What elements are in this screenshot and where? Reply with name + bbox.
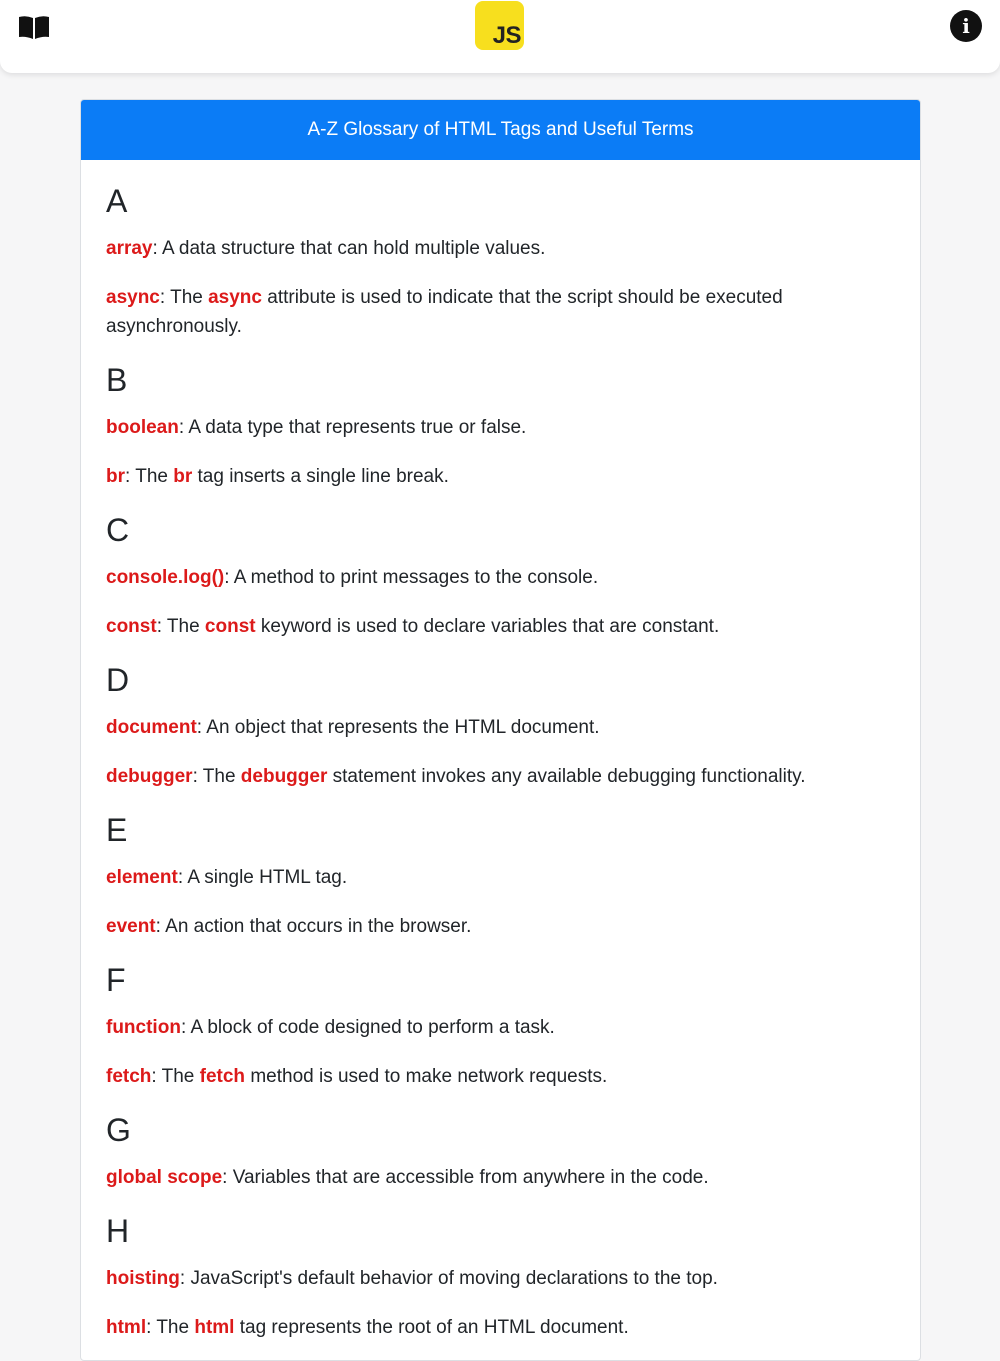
glossary-term: event <box>106 916 156 937</box>
section-letter: F <box>106 962 126 998</box>
definition-text: : A data type that represents true or false. <box>178 417 527 438</box>
definition-text: : A data structure that can hold multiple values. <box>152 238 546 259</box>
glossary-term: global scope <box>106 1167 223 1188</box>
glossary-term: html <box>106 1317 147 1338</box>
definition-text: tag represents the root of an HTML document. <box>234 1317 629 1338</box>
inline-term: async <box>208 287 262 308</box>
glossary-section-c <box>106 511 895 641</box>
glossary-section-d <box>106 661 895 791</box>
glossary-entry <box>106 863 895 892</box>
glossary-entry <box>106 762 895 791</box>
info-icon[interactable] <box>950 10 982 42</box>
definition-text: statement invokes any available debugging functionality. <box>327 766 806 787</box>
inline-term: debugger <box>240 766 328 787</box>
definition-text: : A method to print messages to the console. <box>224 567 599 588</box>
glossary-term: array <box>106 238 153 259</box>
definition-text: tag inserts a single line break. <box>192 466 449 487</box>
glossary-card <box>80 99 921 1361</box>
glossary-entry <box>106 1313 895 1342</box>
section-letter: E <box>106 812 128 848</box>
inline-term: fetch <box>199 1066 246 1087</box>
definition-text: : A single HTML tag. <box>177 867 348 888</box>
glossary-term: fetch <box>106 1066 152 1087</box>
definition-text: : An action that occurs in the browser. <box>155 916 472 937</box>
glossary-section-h <box>106 1212 895 1342</box>
section-letter: G <box>106 1112 131 1148</box>
top-bar <box>0 0 1000 73</box>
info-icon-glyph: i <box>962 14 970 38</box>
definition-text: : The <box>156 616 205 637</box>
section-letter: C <box>106 512 130 548</box>
glossary-section-f <box>106 961 895 1091</box>
glossary-term: element <box>106 867 178 888</box>
definition-text: : A block of code designed to perform a task. <box>180 1017 555 1038</box>
glossary-term: hoisting <box>106 1268 180 1289</box>
definition-text: : The <box>192 766 241 787</box>
glossary-term: document <box>106 717 197 738</box>
glossary-term: const <box>106 616 157 637</box>
glossary-section-e <box>106 811 895 941</box>
glossary-term: console.log() <box>106 567 225 588</box>
glossary-title: A-Z Glossary of HTML Tags and Useful Terms <box>81 100 920 160</box>
definition-text: : The <box>125 466 174 487</box>
glossary-entry <box>106 713 895 742</box>
definition-text: attribute is used to indicate that the script should be executed asynchronously. <box>106 287 783 337</box>
glossary-term: boolean <box>106 417 179 438</box>
section-letter: D <box>106 662 130 698</box>
glossary-entry <box>106 1013 895 1042</box>
glossary-entry <box>106 1163 895 1192</box>
js-logo <box>475 1 524 50</box>
inline-term: br <box>173 466 193 487</box>
definition-text: : JavaScript's default behavior of moving declarations to the top. <box>179 1268 718 1289</box>
glossary-entry <box>106 462 895 491</box>
glossary-entry <box>106 413 895 442</box>
section-letter: A <box>106 183 128 219</box>
book-open-icon-graphic <box>16 12 52 42</box>
definition-text: : The <box>159 287 209 308</box>
definition-text: : An object that represents the HTML document. <box>196 717 600 738</box>
glossary-term: br <box>106 466 125 487</box>
glossary-term: function <box>106 1017 181 1038</box>
inline-term: html <box>194 1317 235 1338</box>
definition-text: method is used to make network requests. <box>245 1066 608 1087</box>
book-open-icon[interactable] <box>16 12 52 42</box>
definition-text: : The <box>151 1066 200 1087</box>
glossary-term: debugger <box>106 766 193 787</box>
glossary-body <box>81 160 920 1342</box>
glossary-entry <box>106 1264 895 1293</box>
glossary-entry <box>106 912 895 941</box>
glossary-entry <box>106 283 895 341</box>
glossary-entry <box>106 563 895 592</box>
inline-term: const <box>204 616 256 637</box>
definition-text: : Variables that are accessible from anywhere in the code. <box>222 1167 709 1188</box>
section-letter: B <box>106 362 128 398</box>
logo-text: JS <box>492 22 521 49</box>
glossary-section-b <box>106 361 895 491</box>
glossary-section-a <box>106 182 895 341</box>
glossary-entry <box>106 612 895 641</box>
glossary-entry <box>106 234 895 263</box>
section-letter: H <box>106 1213 130 1249</box>
definition-text: : The <box>146 1317 195 1338</box>
glossary-term: async <box>106 287 160 308</box>
glossary-section-g <box>106 1111 895 1192</box>
glossary-entry <box>106 1062 895 1091</box>
definition-text: keyword is used to declare variables that are constant. <box>255 616 720 637</box>
